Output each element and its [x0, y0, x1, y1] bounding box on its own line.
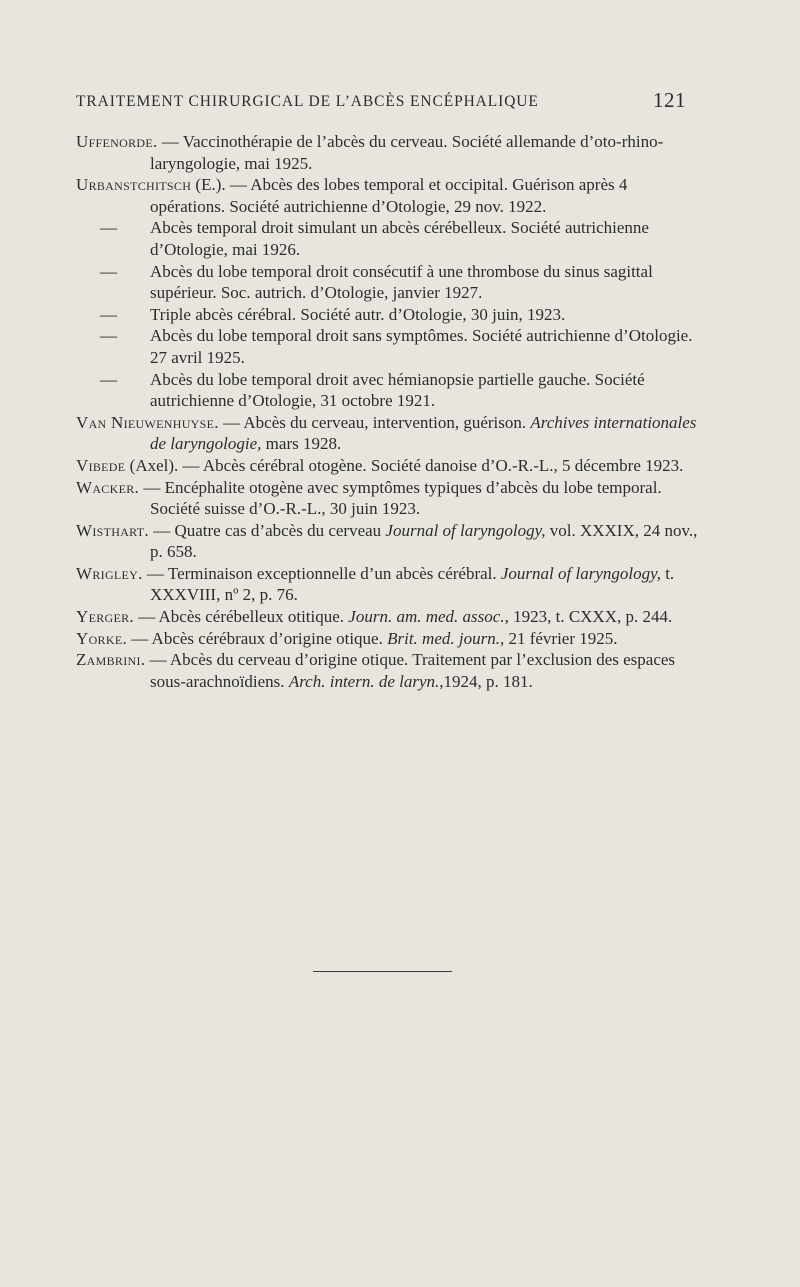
ditto-dash: — — [100, 369, 117, 389]
ditto-dash: — — [100, 261, 117, 281]
entry-text: Abcès temporal droit simulant un abcès cérébelleux. Société autrichienne d’Otologie, mai 1926. — [150, 218, 649, 259]
entry-text: — Abcès cérébelleux otitique. — [133, 607, 349, 627]
bibliography-entry-wisthart — [76, 520, 706, 563]
bibliography-entry-urbanstchitsch-6 — [76, 369, 706, 412]
running-head — [76, 88, 686, 116]
entry-text: — Encéphalite otogène avec symptômes typiques d’abcès du lobe temporal. Société suisse d’O.-R.-L., 30 juin 1923. — [139, 477, 662, 519]
entry-text: — Abcès du cerveau d’origine otique. Traitement par l’exclusion des espaces sous-arachnoïdiens. — [145, 650, 676, 691]
bibliography-entry-urbanstchitsch-2 — [76, 217, 706, 260]
entry-text: — Vaccinothérapie de l’abcès du cerveau. Société allemande d’oto-rhino-laryngologie, mai 1925. — [150, 132, 664, 173]
entry-text: — Terminaison exceptionnelle d’un abcès cérébral. — [142, 563, 501, 583]
bibliography-entry-urbanstchitsch-3 — [76, 261, 706, 304]
bibliography-entry-urbanstchitsch-5 — [76, 325, 706, 368]
entry-author: Wrigley. — [76, 563, 143, 583]
entry-author: Vibede — [76, 455, 126, 475]
entry-text: — Abcès du cerveau, intervention, guérison. — [218, 412, 531, 432]
journal-title: Journ. am. med. assoc., — [348, 607, 509, 627]
bibliography-entry-urbanstchitsch-4 — [76, 304, 706, 326]
journal-title: Journal of laryngology, — [385, 520, 546, 540]
entry-tail: mars 1928. — [261, 434, 342, 454]
entry-tail: 21 février 1925. — [504, 628, 618, 648]
entry-text: Abcès du lobe temporal droit sans symptômes. Société autrichienne d’Otologie. 27 avril 1925. — [150, 326, 693, 367]
bibliography-list — [76, 131, 706, 692]
entry-author: Urbanstchitsch — [76, 175, 192, 195]
bibliography-entry-zambrini — [76, 649, 706, 692]
entry-tail: vol. XXXIX, 24 nov., p. 658. — [150, 520, 698, 562]
entry-tail: t. XXXVIII, nº 2, p. 76. — [150, 563, 675, 605]
entry-author: Wacker. — [76, 477, 140, 497]
bibliography-entry-urbanstchitsch — [76, 174, 706, 217]
entry-tail: 1923, t. CXXX, p. 244. — [508, 607, 673, 627]
end-of-section-rule — [313, 971, 452, 972]
entry-author: Zambrini. — [76, 650, 146, 670]
bibliography-entry-uffenorde — [76, 131, 706, 174]
running-title: TRAITEMENT CHIRURGICAL DE L’ABCÈS ENCÉPHALIQUE — [76, 93, 539, 110]
entry-tail: 1924, p. 181. — [443, 671, 533, 691]
bibliography-entry-wrigley — [76, 563, 706, 606]
bibliography-entry-van-nieuwenhuyse — [76, 412, 706, 455]
entry-author: Wisthart. — [76, 520, 149, 540]
entry-text: Abcès du lobe temporal droit consécutif à une thrombose du sinus sagittal supérieur. Soc. autrich. d’Otologie, janvier 1927. — [150, 261, 653, 303]
bibliography-entry-vibede — [76, 455, 706, 477]
entry-author: Yerger. — [76, 607, 134, 627]
bibliography-entry-yerger — [76, 606, 706, 628]
ditto-dash: — — [100, 218, 117, 238]
bibliography-entry-yorke — [76, 628, 706, 650]
ditto-dash: — — [100, 304, 117, 324]
entry-author: Yorke. — [76, 628, 127, 648]
journal-title: Archives internationales de laryngologie, — [150, 412, 697, 454]
entry-text: Triple abcès cérébral. Société autr. d’Otologie, 30 juin, 1923. — [150, 304, 566, 324]
journal-title: Arch. intern. de laryn., — [288, 671, 444, 691]
entry-author: Van Nieuwenhuyse. — [76, 412, 219, 432]
entry-text: — Quatre cas d’abcès du cerveau — [148, 520, 386, 540]
entry-text: Abcès du lobe temporal droit avec hémianopsie partielle gauche. Société autrichienne d’Otologie, 31 octobre 1921. — [150, 369, 645, 411]
page-number: 121 — [653, 88, 686, 112]
entry-text: (Axel). — Abcès cérébral otogène. Société danoise d’O.-R.-L., 5 décembre 1923. — [125, 455, 684, 475]
entry-text: (E.). — Abcès des lobes temporal et occipital. Guérison après 4 opérations. Société autrichienne d’Otologie, 29 nov. 1922. — [150, 175, 628, 216]
journal-title: Journal of laryngology, — [500, 563, 661, 583]
entry-text: — Abcès cérébraux d’origine otique. — [127, 628, 388, 648]
entry-author: Uffenorde. — [76, 132, 158, 151]
journal-title: Brit. med. journ., — [387, 628, 505, 648]
ditto-dash: — — [100, 326, 117, 346]
bibliography-entry-wacker — [76, 477, 706, 520]
